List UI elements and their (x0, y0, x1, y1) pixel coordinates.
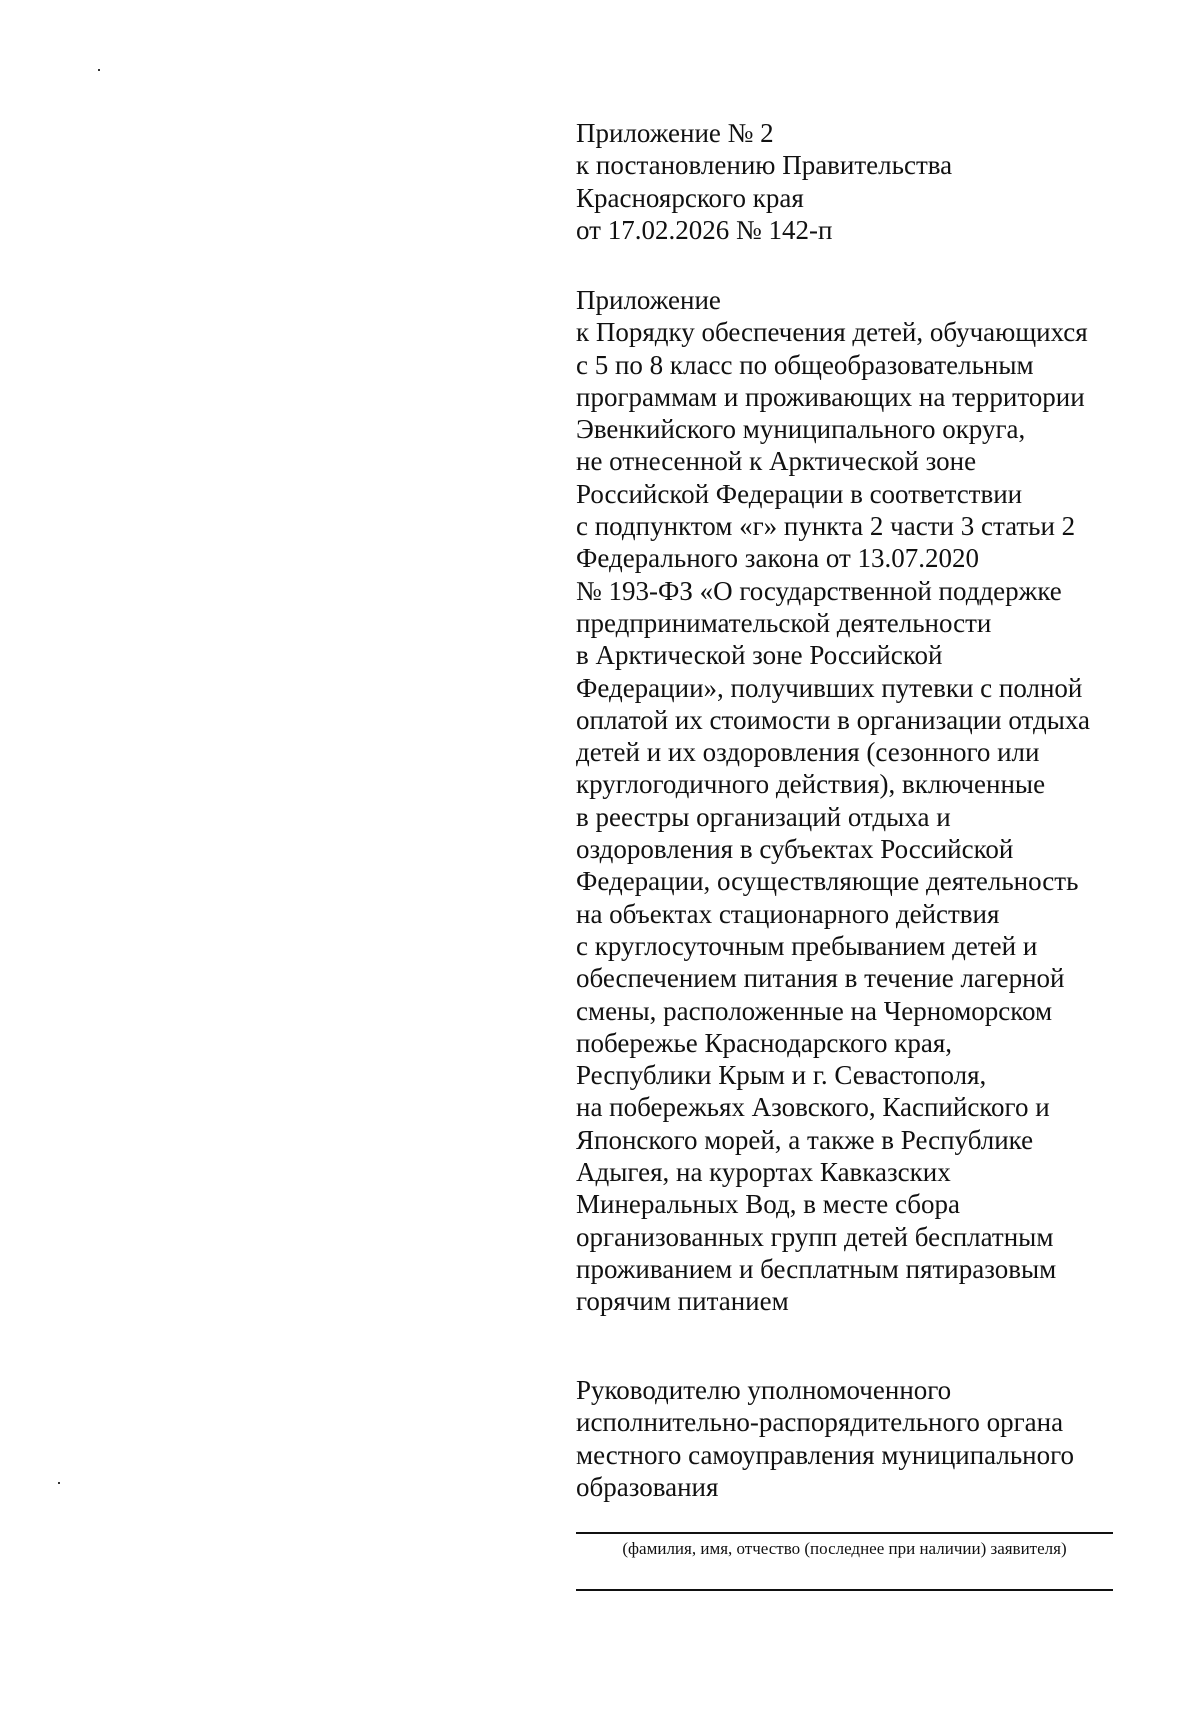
appendix-line: проживанием и бесплатным пятиразовым (576, 1253, 1057, 1284)
appendix-line: Федерации», получивших путевки с полной (576, 672, 1083, 703)
appendix-line: организованных групп детей бесплатным (576, 1221, 1054, 1252)
appendix-line: с 5 по 8 класс по общеобразовательным (576, 349, 1034, 380)
appendix-line: с круглосуточным пребыванием детей и (576, 930, 1038, 961)
applicant-name-caption: (фамилия, имя, отчество (последнее при наличии) заявителя) (622, 1539, 1067, 1558)
appendix-line: к Порядку обеспечения детей, обучающихся (576, 317, 1088, 348)
appendix-line: на объектах стационарного действия (576, 898, 1000, 929)
appendix-line: № 193-ФЗ «О государственной поддержке (576, 575, 1062, 606)
addressee-line: местного самоуправления муниципального (576, 1439, 1075, 1470)
appendix-line: побережье Краснодарского края, (576, 1027, 953, 1058)
appendix-line: с подпунктом «г» пункта 2 части 3 статьи 2 (576, 511, 1076, 542)
scan-speck (58, 1482, 60, 1484)
appendix-line: Российской Федерации в соответствии (576, 478, 1023, 509)
addressee-line: исполнительно-распорядительного органа (576, 1407, 1064, 1438)
addressee-line: Руководителю уполномоченного (576, 1375, 952, 1405)
appendix-line: оплатой их стоимости в организации отдыха (576, 704, 1090, 735)
appendix-line: Адыгея, на курортах Кавказских (576, 1157, 951, 1188)
appendix-line: оздоровления в субъектах Российской (576, 834, 1014, 865)
appendix-line: в Арктической зоне Российской (576, 640, 943, 671)
appendix-line: не отнесенной к Арктической зоне (576, 446, 977, 477)
addressee (576, 1374, 1074, 1503)
appendix-line: смены, расположенные на Черноморском (576, 995, 1053, 1026)
appendix-line: программам и проживающих на территории (576, 381, 1085, 412)
appendix-line: Японского морей, а также в Республике (576, 1124, 1034, 1155)
appendix-line: детей и их оздоровления (сезонного или (576, 737, 1040, 768)
appendix-line: Эвенкийского муниципального округа, (576, 414, 1026, 445)
appendix-line: Минеральных Вод, в месте сбора (576, 1189, 960, 1220)
blank-line[interactable] (576, 1589, 1113, 1591)
appendix-line: Федерации, осуществляющие деятельность (576, 866, 1079, 897)
header-line: к постановлению Правительства (576, 150, 953, 181)
appendix-line: предпринимательской деятельности (576, 607, 992, 638)
appendix-header (576, 117, 952, 246)
appendix-reference (576, 284, 1090, 1318)
appendix-line: обеспечением питания в течение лагерной (576, 963, 1065, 994)
appendix-line: Республики Крым и г. Севастополя, (576, 1060, 987, 1091)
appendix-line: горячим питанием (576, 1286, 789, 1317)
addressee-line: образования (576, 1471, 719, 1502)
header-line: Приложение № 2 (576, 118, 774, 148)
appendix-line: Приложение (576, 285, 721, 315)
appendix-line: Федерального закона от 13.07.2020 (576, 543, 980, 574)
header-line: от 17.02.2026 № 142-п (576, 214, 833, 245)
applicant-name-line[interactable] (576, 1532, 1113, 1534)
scan-speck (98, 69, 100, 71)
appendix-line: на побережьях Азовского, Каспийского и (576, 1092, 1050, 1123)
appendix-line: круглогодичного действия), включенные (576, 769, 1046, 800)
header-line: Красноярского края (576, 182, 804, 213)
appendix-line: в реестры организаций отдыха и (576, 801, 951, 832)
